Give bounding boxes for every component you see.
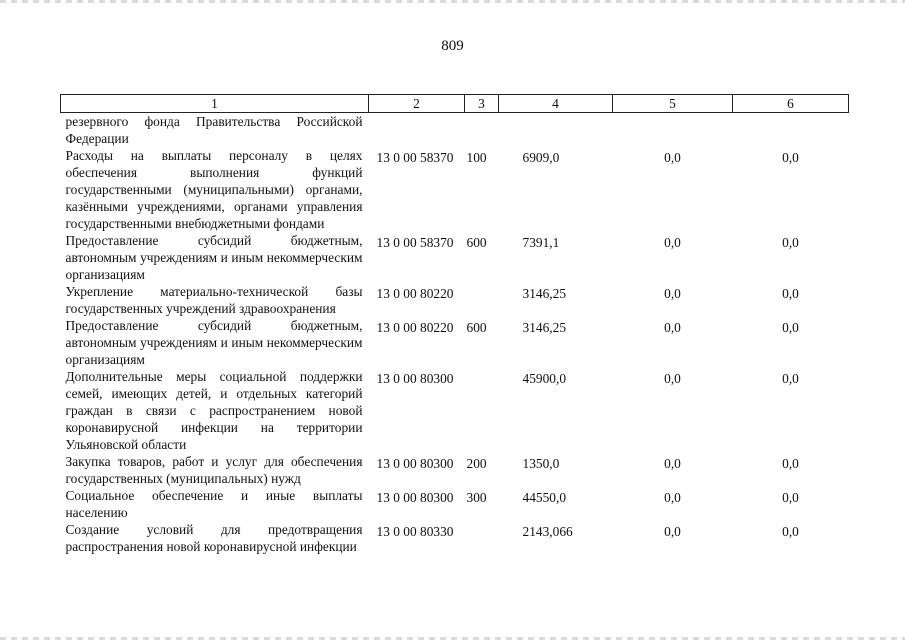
row-col6: 0,0 [782, 524, 799, 539]
row-expense-type: 600 [466, 235, 487, 250]
row-name: Создание условий для предотвращения распространения новой коронавирусной инфекции [65, 522, 363, 554]
row-target-code: 13 0 00 80330 [376, 524, 454, 539]
row-expense-type [465, 283, 499, 317]
row-name: Предоставление субсидий бюджетным, автономным учреждениям и иным некоммерческим организациям [65, 233, 363, 282]
row-col5: 0,0 [664, 490, 681, 505]
row-expense-type [465, 113, 499, 148]
row-expense-type: 200 [466, 456, 487, 471]
row-amount [499, 113, 613, 148]
row-col6: 0,0 [782, 150, 799, 165]
row-name: Дополнительные меры социальной поддержки семей, имеющих детей, и отдельных категорий граждан в связи с распространением новой коронавирусной инфекции на территории Ульяновской области [65, 369, 363, 452]
row-name: резервного фонда Правительства Российской Федерации [65, 114, 363, 146]
table-row [61, 147, 849, 232]
row-name: Предоставление субсидий бюджетным, автономным учреждениям и иным некоммерческим организациям [65, 318, 363, 367]
header-col-1: 1 [61, 95, 369, 113]
row-target-code: 13 0 00 80300 [376, 371, 454, 386]
row-name: Социальное обеспечение и иные выплаты населению [65, 488, 363, 520]
row-amount: 7391,1 [522, 235, 560, 250]
row-amount: 45900,0 [522, 371, 567, 386]
header-row [61, 95, 849, 113]
table-row [61, 453, 849, 487]
budget-table [60, 94, 849, 555]
row-col5: 0,0 [664, 371, 681, 386]
table-row [61, 521, 849, 555]
row-amount: 2143,066 [522, 524, 573, 539]
row-col5 [613, 113, 733, 148]
row-target-code: 13 0 00 58370 [376, 235, 454, 250]
scan-edge-top [0, 0, 905, 3]
row-target-code: 13 0 00 80220 [376, 286, 454, 301]
header-col-6: 6 [733, 95, 849, 113]
row-col5: 0,0 [664, 150, 681, 165]
row-col6 [733, 113, 849, 148]
table-header [61, 95, 849, 113]
header-col-4: 4 [499, 95, 613, 113]
header-col-3: 3 [465, 95, 499, 113]
row-col6: 0,0 [782, 456, 799, 471]
row-col5: 0,0 [664, 456, 681, 471]
row-expense-type [465, 368, 499, 453]
row-expense-type [465, 521, 499, 555]
row-amount: 1350,0 [522, 456, 560, 471]
page-number: 809 [441, 38, 464, 54]
row-amount: 3146,25 [522, 286, 567, 301]
row-target-code [369, 113, 465, 148]
row-col6: 0,0 [782, 490, 799, 505]
row-amount: 3146,25 [522, 320, 567, 335]
row-name: Расходы на выплаты персоналу в целях обеспечения выполнения функций государственными (муниципальными) органами, казёнными учреждениями, органами управления государственными внебюджетными фондами [65, 148, 363, 231]
row-target-code: 13 0 00 80300 [376, 456, 454, 471]
row-col5: 0,0 [664, 286, 681, 301]
row-col6: 0,0 [782, 286, 799, 301]
row-col5: 0,0 [664, 320, 681, 335]
table-row [61, 487, 849, 521]
table-row [61, 317, 849, 368]
row-col5: 0,0 [664, 524, 681, 539]
row-expense-type: 100 [466, 150, 487, 165]
table-row [61, 232, 849, 283]
row-col5: 0,0 [664, 235, 681, 250]
table-row [61, 368, 849, 453]
table-row [61, 113, 849, 148]
header-col-2: 2 [369, 95, 465, 113]
header-col-5: 5 [613, 95, 733, 113]
row-col6: 0,0 [782, 371, 799, 386]
row-name: Укрепление материально-технической базы государственных учреждений здравоохранения [65, 284, 363, 316]
row-amount: 44550,0 [522, 490, 567, 505]
row-expense-type: 600 [466, 320, 487, 335]
row-amount: 6909,0 [522, 150, 560, 165]
row-col6: 0,0 [782, 320, 799, 335]
row-target-code: 13 0 00 80220 [376, 320, 454, 335]
row-col6: 0,0 [782, 235, 799, 250]
table-body [61, 113, 849, 556]
row-expense-type: 300 [466, 490, 487, 505]
table-row [61, 283, 849, 317]
row-name: Закупка товаров, работ и услуг для обеспечения государственных (муниципальных) нужд [65, 454, 363, 486]
row-target-code: 13 0 00 80300 [376, 490, 454, 505]
row-target-code: 13 0 00 58370 [376, 150, 454, 165]
